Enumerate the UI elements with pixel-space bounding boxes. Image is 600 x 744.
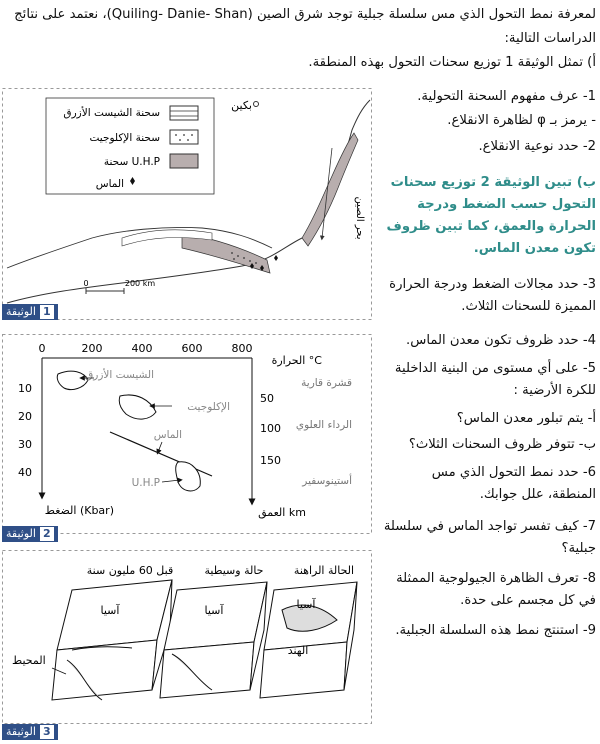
doc-2-badge <box>2 526 58 542</box>
doc-1-badge <box>2 304 58 320</box>
legend-eclogite: سحنة الإكلوجيت <box>89 132 160 144</box>
layer-crust: قشرة قارية <box>301 377 352 389</box>
document-2-diagram <box>2 334 372 534</box>
x-tick-800: 800 <box>231 342 253 355</box>
doc-2-label: الوثيقة <box>6 527 36 540</box>
doc-3-badge <box>2 724 58 740</box>
depth-tick-150: 150 <box>260 454 281 467</box>
label-eclogite: الإكلوجيت <box>187 401 230 413</box>
question-5b: ب- تتوفر ظروف السحنات الثلاث؟ <box>408 437 596 452</box>
doc-1-label: الوثيقة <box>6 305 36 318</box>
y-axis-title: الضغط (Kbar) <box>44 504 114 517</box>
ocean-label: المحيط <box>12 654 46 667</box>
question-9: 9- استنتج نمط هذه السلسلة الجبلية. <box>395 623 596 638</box>
intro-line-3: أ) تمثل الوثيقة 1 توزيع سحنات التحول بهذه المنطقة. <box>308 55 596 70</box>
document-1-map <box>2 88 372 320</box>
depth-axis-title: العمق km <box>258 506 306 519</box>
question-5a: أ- يتم تبلور معدن الماس؟ <box>456 411 596 426</box>
asia-label-3: آسيا <box>296 598 316 611</box>
y-tick-10: 10 <box>18 382 32 395</box>
question-3: 3- حدد مجالات الضغط ودرجة الحرارة المميزة للسحنات الثلاث. <box>389 277 596 314</box>
doc-3-label: الوثيقة <box>6 725 36 738</box>
legend-blueschist: سحنة الشيست الأزرق <box>63 107 160 119</box>
question-4: 4- حدد ظروف تكون معدن الماس. <box>406 333 596 348</box>
label-blueschist: الشيست الأزرق <box>85 369 154 381</box>
question-1-note: - يرمز بـ φ لظاهرة الانقلاع. <box>447 113 596 128</box>
sea-label: بحر الصين <box>354 196 365 240</box>
legend-diamond: الماس <box>95 178 124 190</box>
block-intermediate <box>160 582 267 698</box>
layer-upper-mantle: الرداء العلوي <box>295 419 352 431</box>
y-tick-40: 40 <box>18 466 32 479</box>
y-tick-30: 30 <box>18 438 32 451</box>
question-5: 5- على أي مستوى من البنية الداخلية للكرة الأرضية : <box>394 361 596 398</box>
document-3-blocks <box>2 550 372 724</box>
section-b: ب) تبين الوثيقة 2 توزيع سحنات التحول حسب الضغط ودرجة الحرارة والعمق، كما تبين ظروف تكون معدن الماس. <box>386 175 596 256</box>
question-1: 1- عرف مفهوم السحنة التحولية. <box>417 89 596 104</box>
doc-1-number: 1 <box>40 305 54 319</box>
stage-present: الحالة الراهنة <box>293 564 355 577</box>
layer-asthenosphere: أستينوسفير <box>302 475 352 487</box>
depth-tick-50: 50 <box>260 392 274 405</box>
question-8: 8- تعرف الظاهرة الجيولوجية الممثلة في كل مجسم على حدة. <box>396 571 596 608</box>
x-tick-600: 600 <box>181 342 203 355</box>
intro-line-1: لمعرفة نمط التحول الذي مس سلسلة جبلية توجد شرق الصين (Quiling- Danie- Shan)، نعتمد على نتائج <box>14 7 596 22</box>
intro-line-2: الدراسات التالية: <box>504 31 596 46</box>
block-60ma <box>52 580 172 700</box>
x-axis-title: الحرارة °C <box>271 354 322 367</box>
doc-3-number: 3 <box>40 725 54 739</box>
doc-2-number: 2 <box>40 527 54 541</box>
depth-tick-100: 100 <box>260 422 281 435</box>
stage-60ma: قبل 60 مليون سنة <box>86 564 174 577</box>
legend-uhp: سحنة U.H.P <box>103 156 160 168</box>
x-tick-400: 400 <box>131 342 153 355</box>
y-tick-20: 20 <box>18 410 32 423</box>
question-2: 2- حدد نوعية الانقلاع. <box>478 139 596 154</box>
scale-km: 200 km <box>124 279 156 288</box>
x-tick-200: 200 <box>81 342 103 355</box>
question-6: 6- حدد نمط التحول الذي مس المنطقة، علل جوابك. <box>431 465 596 502</box>
label-diamond: الماس <box>153 429 182 441</box>
india-label: الهند <box>287 644 309 657</box>
label-uhp: U.H.P <box>131 477 160 489</box>
stage-intermediate: حالة وسيطية <box>204 564 264 577</box>
x-tick-0: 0 <box>38 342 46 355</box>
city-label: بكين <box>231 99 252 112</box>
asia-label-1: آسيا <box>100 604 120 617</box>
scale-zero: 0 <box>83 279 89 288</box>
question-7: 7- كيف تفسر تواجد الماس في سلسلة جبلية؟ <box>383 519 596 556</box>
asia-label-2: آسيا <box>204 604 224 617</box>
